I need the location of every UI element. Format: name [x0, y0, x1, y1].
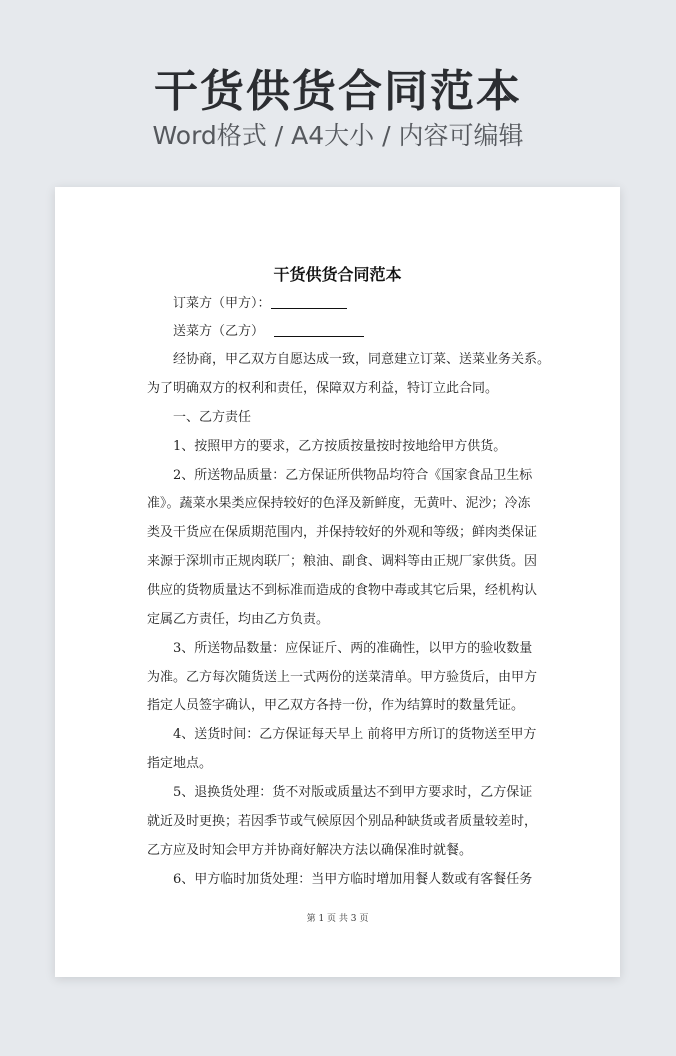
party-b-blank[interactable]	[274, 322, 364, 337]
paragraph-line: 为了明确双方的权利和责任，保障双方利益，特订立此合同。	[147, 381, 499, 396]
paragraph-line: 经协商，甲乙双方自愿达成一致，同意建立订菜、送菜业务关系。	[173, 352, 551, 367]
paragraph-line: 类及干货应在保质期范围内，并保持较好的外观和等级；鲜肉类保证	[147, 525, 538, 540]
paragraph-line: 供应的货物质量达不到标准而造成的食物中毒或其它后果，经机构认	[147, 583, 538, 598]
paragraph-line: 定属乙方责任，均由乙方负责。	[147, 612, 330, 627]
paragraph-line: 指定地点。	[147, 756, 213, 771]
banner-subtitle: Word格式 / A4大小 / 内容可编辑	[152, 121, 524, 150]
paragraph-line: 4、送货时间：乙方保证每天早上 前将甲方所订的货物送至甲方	[173, 727, 537, 742]
paragraph-line: 6、甲方临时加货处理：当甲方临时增加用餐人数或有客餐任务	[173, 872, 533, 887]
paragraph-line: 5、退换货处理：货不对版或质量达不到甲方要求时，乙方保证	[173, 785, 533, 800]
page-footer: 第 1 页 共 3 页	[306, 914, 369, 924]
paragraph-line: 准》。蔬菜水果类应保持较好的色泽及新鲜度，无黄叶、泥沙；冷冻	[147, 496, 531, 511]
party-a-blank[interactable]	[271, 294, 347, 309]
banner-title: 干货供货合同范本	[154, 66, 522, 117]
paragraph-line: 为准。乙方每次随货送上一式两份的送菜清单。甲方验货后，由甲方	[147, 670, 538, 685]
paragraph-line: 来源于深圳市正规肉联厂；粮油、副食、调料等由正规厂家供货。因	[147, 554, 538, 569]
section-heading: 一、乙方责任	[173, 410, 252, 425]
party-a-label: 订菜方（甲方）：	[173, 296, 271, 311]
paragraph-line: 就近及时更换；若因季节或气候原因个别品种缺货或者质量较差时，	[147, 814, 538, 829]
paragraph-line: 2、所送物品质量：乙方保证所供物品均符合《国家食品卫生标	[173, 468, 533, 483]
party-b-line	[173, 322, 530, 342]
paragraph-line: 乙方应及时知会甲方并协商好解决方法以确保准时就餐。	[147, 843, 473, 858]
paragraph-line: 1、按照甲方的要求，乙方按质按量按时按地给甲方供货。	[173, 439, 507, 454]
paragraph-line: 指定人员签字确认，甲乙双方各持一份，作为结算时的数量凭证。	[147, 698, 525, 713]
document-title: 干货供货合同范本	[273, 265, 402, 284]
party-b-label: 送菜方（乙方）	[173, 324, 265, 339]
document-page	[55, 187, 620, 977]
paragraph-line: 3、所送物品数量：应保证斤、两的准确性，以甲方的验收数量	[173, 641, 533, 656]
party-a-line	[173, 294, 530, 314]
